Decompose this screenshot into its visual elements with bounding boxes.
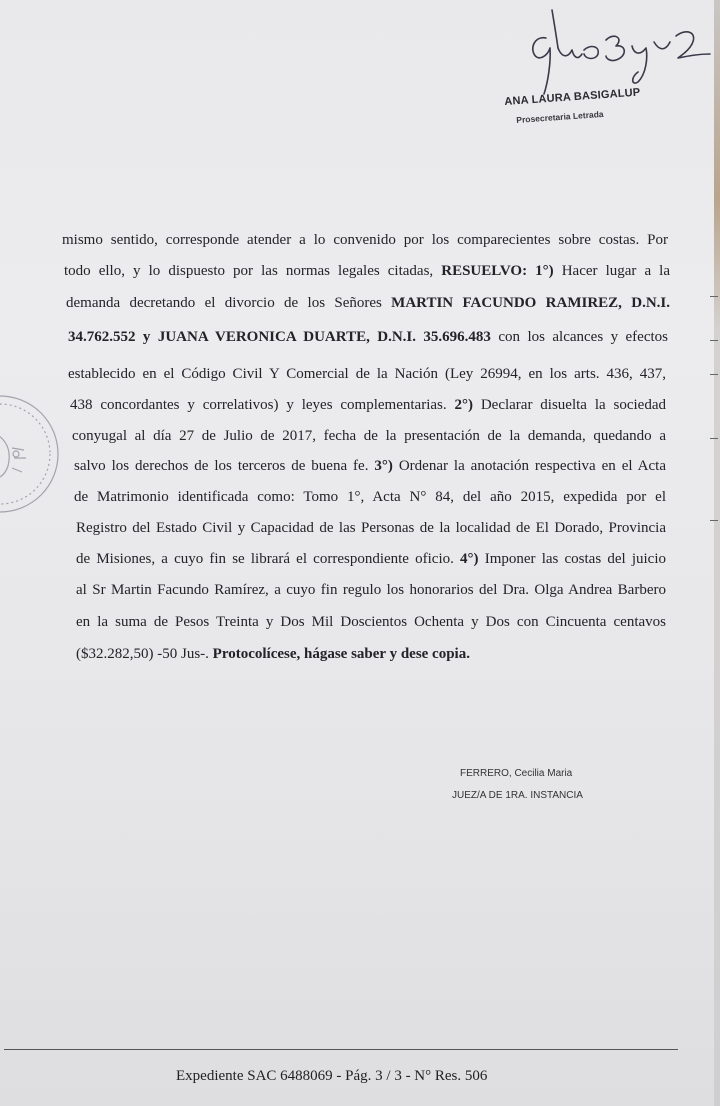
signatory-name: ANA LAURA BASIGALUP xyxy=(504,86,641,108)
text-segment: Declarar disuelta la sociedad xyxy=(472,397,666,413)
judge-title: JUEZ/A DE 1RA. INSTANCIA xyxy=(452,790,583,801)
resolution-line xyxy=(76,551,666,568)
resolution-line xyxy=(74,489,666,506)
text-segment: de Misiones, a cuyo fin se librará el correspondiente oficio. xyxy=(76,551,461,567)
text-segment: en la suma de Pesos Treinta y Dos Mil Doscientos Ochenta y Dos con Cincuenta centavos xyxy=(76,614,666,630)
bold-text: 2°) xyxy=(454,397,473,413)
text-segment: con los alcances y efectos xyxy=(490,329,668,345)
resolution-line xyxy=(72,428,666,445)
text-segment: salvo los derechos de los terceros de buena fe. xyxy=(74,458,375,474)
bold-text: 4°) xyxy=(460,551,479,567)
text-segment: demanda decretando el divorcio de los Señores xyxy=(66,295,392,311)
resolution-line xyxy=(76,582,666,599)
text-segment: conyugal al día 27 de Julio de 2017, fecha de la presentación de la demanda, quedando a xyxy=(72,428,666,444)
text-segment: Hacer lugar a la xyxy=(553,263,670,279)
text-segment: Registro del Estado Civil y Capacidad de las Personas de la localidad de El Dorado, Provincia xyxy=(76,520,666,536)
text-segment: 438 concordantes y correlativos) y leyes complementarias. xyxy=(70,397,455,413)
footer-divider xyxy=(4,1049,678,1050)
resolution-line xyxy=(64,263,670,280)
text-segment: Ordenar la anotación respectiva en el Acta xyxy=(392,458,666,474)
resolution-line xyxy=(66,295,670,312)
resolution-line xyxy=(70,397,666,414)
text-segment: al Sr Martin Facundo Ramírez, a cuyo fin regulo los honorarios del Dra. Olga Andrea Barbero xyxy=(76,582,666,598)
bold-text: MARTIN FACUNDO RAMIREZ, D.N.I. xyxy=(391,295,670,311)
judge-name: FERRERO, Cecilia Maria xyxy=(460,768,573,779)
bold-text: Protocolícese, hágase saber y dese copia. xyxy=(212,646,470,662)
bold-text: 34.762.552 y JUANA VERONICA DUARTE, D.N.I. 35.696.483 xyxy=(68,329,491,345)
resolution-line xyxy=(62,232,668,249)
resolution-line xyxy=(74,458,666,475)
bold-text: RESUELVO: 1°) xyxy=(441,263,554,279)
bold-text: 3°) xyxy=(374,458,393,474)
resolution-line xyxy=(76,520,666,537)
text-segment: Imponer las costas del juicio xyxy=(478,551,666,567)
text-segment: de Matrimonio identificada como: Tomo 1°, Acta N° 84, del año 2015, expedida por el xyxy=(74,489,666,505)
resolution-line xyxy=(76,614,666,631)
text-segment: establecido en el Código Civil Y Comercial de la Nación (Ley 26994, en los arts. 436, 437, xyxy=(68,366,666,382)
text-segment: mismo sentido, corresponde atender a lo convenido por los comparecientes sobre costas. Por xyxy=(62,232,668,248)
text-segment: ($32.282,50) -50 Jus-. xyxy=(76,646,213,662)
resolution-line xyxy=(68,366,666,383)
resolution-line xyxy=(76,646,470,663)
text-segment: todo ello, y lo dispuesto por las normas legales citadas, xyxy=(64,263,442,279)
footer-reference: Expediente SAC 6488069 - Pág. 3 / 3 - N° Res. 506 xyxy=(176,1068,488,1084)
resolution-line xyxy=(68,329,668,346)
signatory-title: Prosecretaria Letrada xyxy=(516,108,604,125)
